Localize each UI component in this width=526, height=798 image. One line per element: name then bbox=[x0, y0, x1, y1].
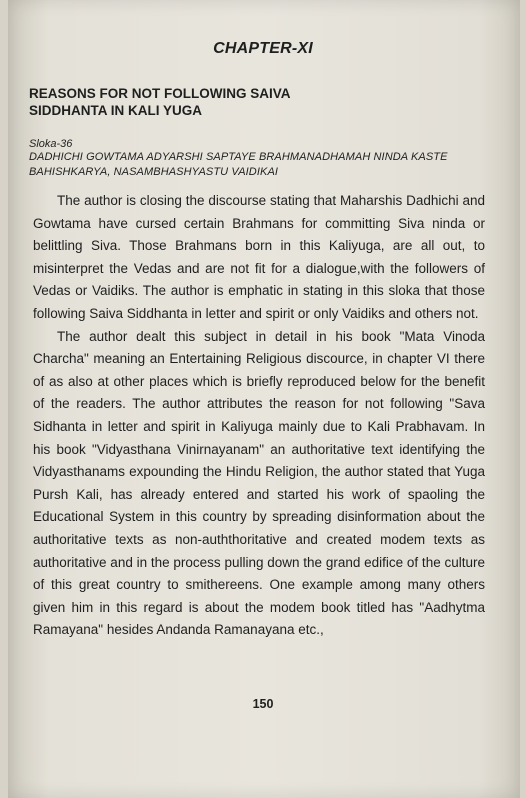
section-title: REASONS FOR NOT FOLLOWING SAIVA SIDDHANTA IN KALI YUGA bbox=[29, 86, 290, 118]
page-number: 150 bbox=[252, 697, 274, 711]
body-text bbox=[33, 190, 485, 642]
paragraph: The author is closing the discourse stating that Maharshis Dadhichi and Gowtama have cursed certain Brahmans for committing Siva ninda or belittling Siva. Those Brahmans born in this Kaliyuga, are all out, to misinterpret the Vedas and are not fit for a dialogue,with the followers of Vedas or Vaidiks. The author is emphatic in stating in this sloka that those following Saiva Siddhanta in letter and spirit or only Vaidiks and others not. bbox=[33, 193, 485, 321]
paragraph: The author dealt this subject in detail in his book "Mata Vinoda Charcha" meaning an Entertaining Religious discource, in chapter VI there of as also at other places which is briefly reproduced below for the benefit of the readers. The author attributes the reason for not following "Sava Sidhanta in letter and spirit in Kaliyuga mainly due to Kali Prabhavam. In his book "Vidyasthana Vinirnayanam" an authoritative text identifying the Vidyasthanams expounding the Hindu Religion, the author stated that Yuga Pursh Kali, has already entered and started his work of spaoling the Educational System in this country by spreading disinformation about the authoritative texts as non-auththoritative and created modem texts as authoritative and in the process pulling down the grand edifice of the culture of this great country to smithereens. One example among many others given him in this regard is about the modem book titled has "Aadhytma Ramayana" hesides Andanda Ramanayana etc., bbox=[33, 328, 485, 638]
sloka-label: Sloka-36 bbox=[29, 138, 73, 150]
sloka-text: DADHICHI GOWTAMA ADYARSHI SAPTAYE BRAHMANADHAMAH NINDA KASTE BAHISHKARYA, NASAMBHASHYASTU VAIDIKAI bbox=[29, 151, 448, 178]
chapter-heading: CHAPTER-XI bbox=[213, 40, 313, 57]
